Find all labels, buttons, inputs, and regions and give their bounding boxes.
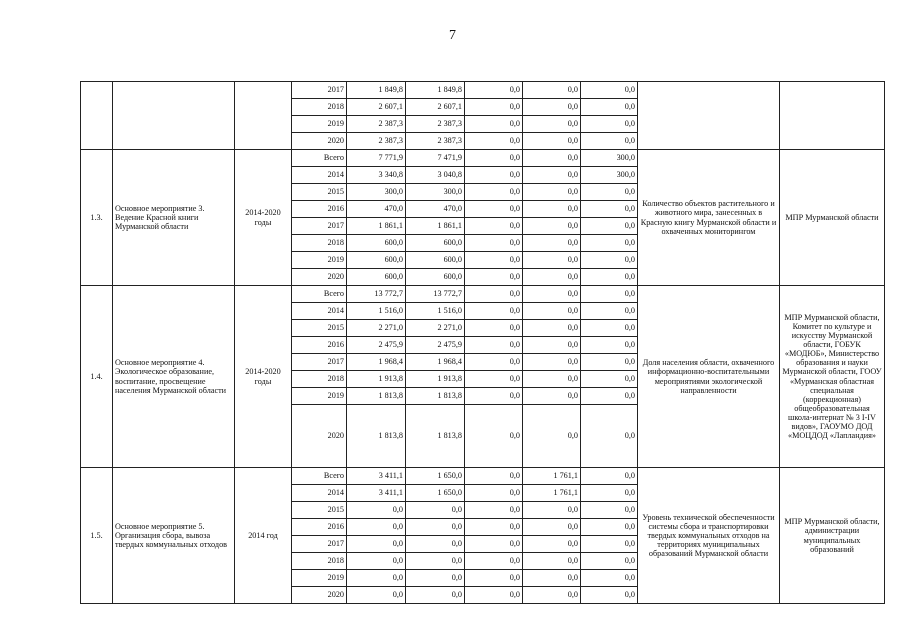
local-budget-cell: 0,0: [523, 184, 581, 201]
total-cell: 1 813,8: [347, 388, 406, 405]
federal-budget-cell: 0,0: [465, 468, 523, 485]
local-budget-cell: 0,0: [523, 502, 581, 519]
other-sources-cell: 0,0: [581, 388, 638, 405]
federal-budget-cell: 0,0: [465, 570, 523, 587]
year-cell: 2020: [292, 269, 347, 286]
other-sources-cell: 0,0: [581, 184, 638, 201]
federal-budget-cell: 0,0: [465, 405, 523, 468]
other-sources-cell: 0,0: [581, 587, 638, 604]
regional-budget-cell: 470,0: [406, 201, 465, 218]
total-cell: 1 968,4: [347, 354, 406, 371]
regional-budget-cell: 1 861,1: [406, 218, 465, 235]
local-budget-cell: 0,0: [523, 99, 581, 116]
regional-budget-cell: 2 475,9: [406, 337, 465, 354]
activity-indicator: Количество объектов растительного и животного мира, занесенных в Красную книгу Мурманской области и охваченных мониторингом: [638, 150, 780, 286]
year-cell: 2019: [292, 570, 347, 587]
regional-budget-cell: 2 607,1: [406, 99, 465, 116]
other-sources-cell: 0,0: [581, 519, 638, 536]
year-cell: 2020: [292, 133, 347, 150]
year-cell: 2016: [292, 201, 347, 218]
federal-budget-cell: 0,0: [465, 388, 523, 405]
other-sources-cell: 0,0: [581, 354, 638, 371]
federal-budget-cell: 0,0: [465, 485, 523, 502]
regional-budget-cell: 3 040,8: [406, 167, 465, 184]
local-budget-cell: 0,0: [523, 405, 581, 468]
other-sources-cell: 0,0: [581, 116, 638, 133]
other-sources-cell: 0,0: [581, 320, 638, 337]
name-cell-empty: [113, 82, 235, 150]
local-budget-cell: 0,0: [523, 303, 581, 320]
total-cell: 1 813,8: [347, 405, 406, 468]
federal-budget-cell: 0,0: [465, 337, 523, 354]
local-budget-cell: 0,0: [523, 235, 581, 252]
local-budget-cell: 0,0: [523, 218, 581, 235]
year-cell: 2014: [292, 485, 347, 502]
local-budget-cell: 0,0: [523, 167, 581, 184]
activity-executor: МПР Мурманской области, администрации муниципальных образований: [780, 468, 885, 604]
regional-budget-cell: 0,0: [406, 570, 465, 587]
year-cell: 2019: [292, 388, 347, 405]
year-cell: 2017: [292, 82, 347, 99]
year-cell: 2016: [292, 519, 347, 536]
total-cell: 2 387,3: [347, 116, 406, 133]
year-cell: 2018: [292, 235, 347, 252]
federal-budget-cell: 0,0: [465, 235, 523, 252]
regional-budget-cell: 0,0: [406, 553, 465, 570]
federal-budget-cell: 0,0: [465, 371, 523, 388]
regional-budget-cell: 600,0: [406, 252, 465, 269]
other-sources-cell: 0,0: [581, 269, 638, 286]
indicator-cell-empty: [638, 82, 780, 150]
federal-budget-cell: 0,0: [465, 184, 523, 201]
year-cell: 2020: [292, 405, 347, 468]
federal-budget-cell: 0,0: [465, 82, 523, 99]
activity-name: Основное мероприятие 3. Ведение Красной книги Мурманской области: [113, 150, 235, 286]
regional-budget-cell: 2 387,3: [406, 116, 465, 133]
other-sources-cell: 0,0: [581, 286, 638, 303]
local-budget-cell: 0,0: [523, 252, 581, 269]
other-sources-cell: 0,0: [581, 252, 638, 269]
federal-budget-cell: 0,0: [465, 133, 523, 150]
total-cell: 7 771,9: [347, 150, 406, 167]
other-sources-cell: 300,0: [581, 167, 638, 184]
other-sources-cell: 0,0: [581, 405, 638, 468]
regional-budget-cell: 1 813,8: [406, 405, 465, 468]
federal-budget-cell: 0,0: [465, 218, 523, 235]
local-budget-cell: 0,0: [523, 570, 581, 587]
local-budget-cell: 0,0: [523, 519, 581, 536]
activity-name: Основное мероприятие 4. Экологическое образование, воспитание, просвещение населения Мурманской области: [113, 286, 235, 468]
table-row: [81, 468, 885, 485]
year-cell: Всего: [292, 286, 347, 303]
local-budget-cell: 0,0: [523, 587, 581, 604]
activity-name: Основное мероприятие 5. Организация сбора, вывоза твердых коммунальных отходов: [113, 468, 235, 604]
federal-budget-cell: 0,0: [465, 320, 523, 337]
total-cell: 0,0: [347, 570, 406, 587]
total-cell: 3 340,8: [347, 167, 406, 184]
table-row: [81, 150, 885, 167]
year-cell: 2019: [292, 116, 347, 133]
regional-budget-cell: 0,0: [406, 536, 465, 553]
year-cell: 2019: [292, 252, 347, 269]
local-budget-cell: 0,0: [523, 337, 581, 354]
total-cell: 2 387,3: [347, 133, 406, 150]
regional-budget-cell: 1 650,0: [406, 468, 465, 485]
total-cell: 0,0: [347, 519, 406, 536]
year-cell: 2020: [292, 587, 347, 604]
activity-indicator: Доля населения области, охваченного информационно-воспитательными мероприятиями экологической направленности: [638, 286, 780, 468]
other-sources-cell: 0,0: [581, 468, 638, 485]
regional-budget-cell: 0,0: [406, 587, 465, 604]
period-cell-empty: [235, 82, 292, 150]
regional-budget-cell: 600,0: [406, 269, 465, 286]
local-budget-cell: 0,0: [523, 536, 581, 553]
local-budget-cell: 0,0: [523, 150, 581, 167]
federal-budget-cell: 0,0: [465, 502, 523, 519]
regional-budget-cell: 1 913,8: [406, 371, 465, 388]
regional-budget-cell: 1 650,0: [406, 485, 465, 502]
regional-budget-cell: 0,0: [406, 502, 465, 519]
year-cell: 2015: [292, 502, 347, 519]
year-cell: 2015: [292, 184, 347, 201]
regional-budget-cell: 7 471,9: [406, 150, 465, 167]
total-cell: 3 411,1: [347, 468, 406, 485]
index-cell-empty: [81, 82, 113, 150]
other-sources-cell: 0,0: [581, 553, 638, 570]
local-budget-cell: 0,0: [523, 82, 581, 99]
local-budget-cell: 0,0: [523, 371, 581, 388]
year-cell: 2015: [292, 320, 347, 337]
other-sources-cell: 0,0: [581, 570, 638, 587]
year-cell: 2016: [292, 337, 347, 354]
year-cell: 2017: [292, 354, 347, 371]
other-sources-cell: 0,0: [581, 371, 638, 388]
local-budget-cell: 0,0: [523, 201, 581, 218]
executor-cell-empty: [780, 82, 885, 150]
federal-budget-cell: 0,0: [465, 252, 523, 269]
federal-budget-cell: 0,0: [465, 116, 523, 133]
federal-budget-cell: 0,0: [465, 201, 523, 218]
other-sources-cell: 0,0: [581, 337, 638, 354]
year-cell: 2018: [292, 371, 347, 388]
local-budget-cell: 0,0: [523, 133, 581, 150]
total-cell: 1 516,0: [347, 303, 406, 320]
total-cell: 600,0: [347, 235, 406, 252]
year-cell: Всего: [292, 150, 347, 167]
activity-executor: МПР Мурманской области: [780, 150, 885, 286]
regional-budget-cell: 600,0: [406, 235, 465, 252]
other-sources-cell: 0,0: [581, 502, 638, 519]
total-cell: 1 913,8: [347, 371, 406, 388]
table-row: [81, 82, 885, 99]
federal-budget-cell: 0,0: [465, 587, 523, 604]
local-budget-cell: 1 761,1: [523, 468, 581, 485]
other-sources-cell: 0,0: [581, 218, 638, 235]
federal-budget-cell: 0,0: [465, 150, 523, 167]
year-cell: 2017: [292, 218, 347, 235]
total-cell: 1 861,1: [347, 218, 406, 235]
activity-index: 1.3.: [81, 150, 113, 286]
federal-budget-cell: 0,0: [465, 167, 523, 184]
activity-indicator: Уровень технической обеспеченности системы сбора и транспортировки твердых коммунальных отходов на территориях муниципальных образований Мурманской области: [638, 468, 780, 604]
activity-period: 2014-2020 годы: [235, 286, 292, 468]
year-cell: 2014: [292, 167, 347, 184]
regional-budget-cell: 2 387,3: [406, 133, 465, 150]
total-cell: 0,0: [347, 587, 406, 604]
federal-budget-cell: 0,0: [465, 269, 523, 286]
other-sources-cell: 300,0: [581, 150, 638, 167]
activity-executor: МПР Мурманской области, Комитет по культуре и искусству Мурманской области, ГОБУК «МОДЮБ», Министерство образования и науки Мурманской области, ГООУ «Мурманская областная специальная (коррекционная) общеобразовательная школа-интернат № 3 I-IV видов», ГАОУМО ДОД «МОЦДОД «Лапландия»: [780, 286, 885, 468]
local-budget-cell: 0,0: [523, 553, 581, 570]
federal-budget-cell: 0,0: [465, 553, 523, 570]
other-sources-cell: 0,0: [581, 99, 638, 116]
total-cell: 2 607,1: [347, 99, 406, 116]
regional-budget-cell: 1 516,0: [406, 303, 465, 320]
total-cell: 0,0: [347, 536, 406, 553]
total-cell: 1 849,8: [347, 82, 406, 99]
activity-index: 1.5.: [81, 468, 113, 604]
other-sources-cell: 0,0: [581, 201, 638, 218]
year-cell: 2017: [292, 536, 347, 553]
total-cell: 0,0: [347, 502, 406, 519]
federal-budget-cell: 0,0: [465, 354, 523, 371]
year-cell: 2014: [292, 303, 347, 320]
local-budget-cell: 0,0: [523, 286, 581, 303]
year-cell: 2018: [292, 99, 347, 116]
federal-budget-cell: 0,0: [465, 303, 523, 320]
page-number: 7: [449, 28, 456, 43]
regional-budget-cell: 1 813,8: [406, 388, 465, 405]
local-budget-cell: 0,0: [523, 320, 581, 337]
regional-budget-cell: 0,0: [406, 519, 465, 536]
total-cell: 2 271,0: [347, 320, 406, 337]
local-budget-cell: 0,0: [523, 354, 581, 371]
other-sources-cell: 0,0: [581, 303, 638, 320]
total-cell: 600,0: [347, 269, 406, 286]
regional-budget-cell: 2 271,0: [406, 320, 465, 337]
total-cell: 300,0: [347, 184, 406, 201]
other-sources-cell: 0,0: [581, 485, 638, 502]
year-cell: Всего: [292, 468, 347, 485]
total-cell: 470,0: [347, 201, 406, 218]
regional-budget-cell: 1 968,4: [406, 354, 465, 371]
federal-budget-cell: 0,0: [465, 536, 523, 553]
regional-budget-cell: 300,0: [406, 184, 465, 201]
federal-budget-cell: 0,0: [465, 286, 523, 303]
total-cell: 13 772,7: [347, 286, 406, 303]
local-budget-cell: 1 761,1: [523, 485, 581, 502]
other-sources-cell: 0,0: [581, 133, 638, 150]
total-cell: 600,0: [347, 252, 406, 269]
regional-budget-cell: 13 772,7: [406, 286, 465, 303]
other-sources-cell: 0,0: [581, 82, 638, 99]
total-cell: 3 411,1: [347, 485, 406, 502]
regional-budget-cell: 1 849,8: [406, 82, 465, 99]
activity-period: 2014 год: [235, 468, 292, 604]
table-row: [81, 286, 885, 303]
activity-index: 1.4.: [81, 286, 113, 468]
other-sources-cell: 0,0: [581, 235, 638, 252]
local-budget-cell: 0,0: [523, 388, 581, 405]
budget-table: [80, 81, 885, 604]
activity-period: 2014-2020 годы: [235, 150, 292, 286]
federal-budget-cell: 0,0: [465, 99, 523, 116]
total-cell: 0,0: [347, 553, 406, 570]
year-cell: 2018: [292, 553, 347, 570]
local-budget-cell: 0,0: [523, 269, 581, 286]
total-cell: 2 475,9: [347, 337, 406, 354]
federal-budget-cell: 0,0: [465, 519, 523, 536]
local-budget-cell: 0,0: [523, 116, 581, 133]
other-sources-cell: 0,0: [581, 536, 638, 553]
